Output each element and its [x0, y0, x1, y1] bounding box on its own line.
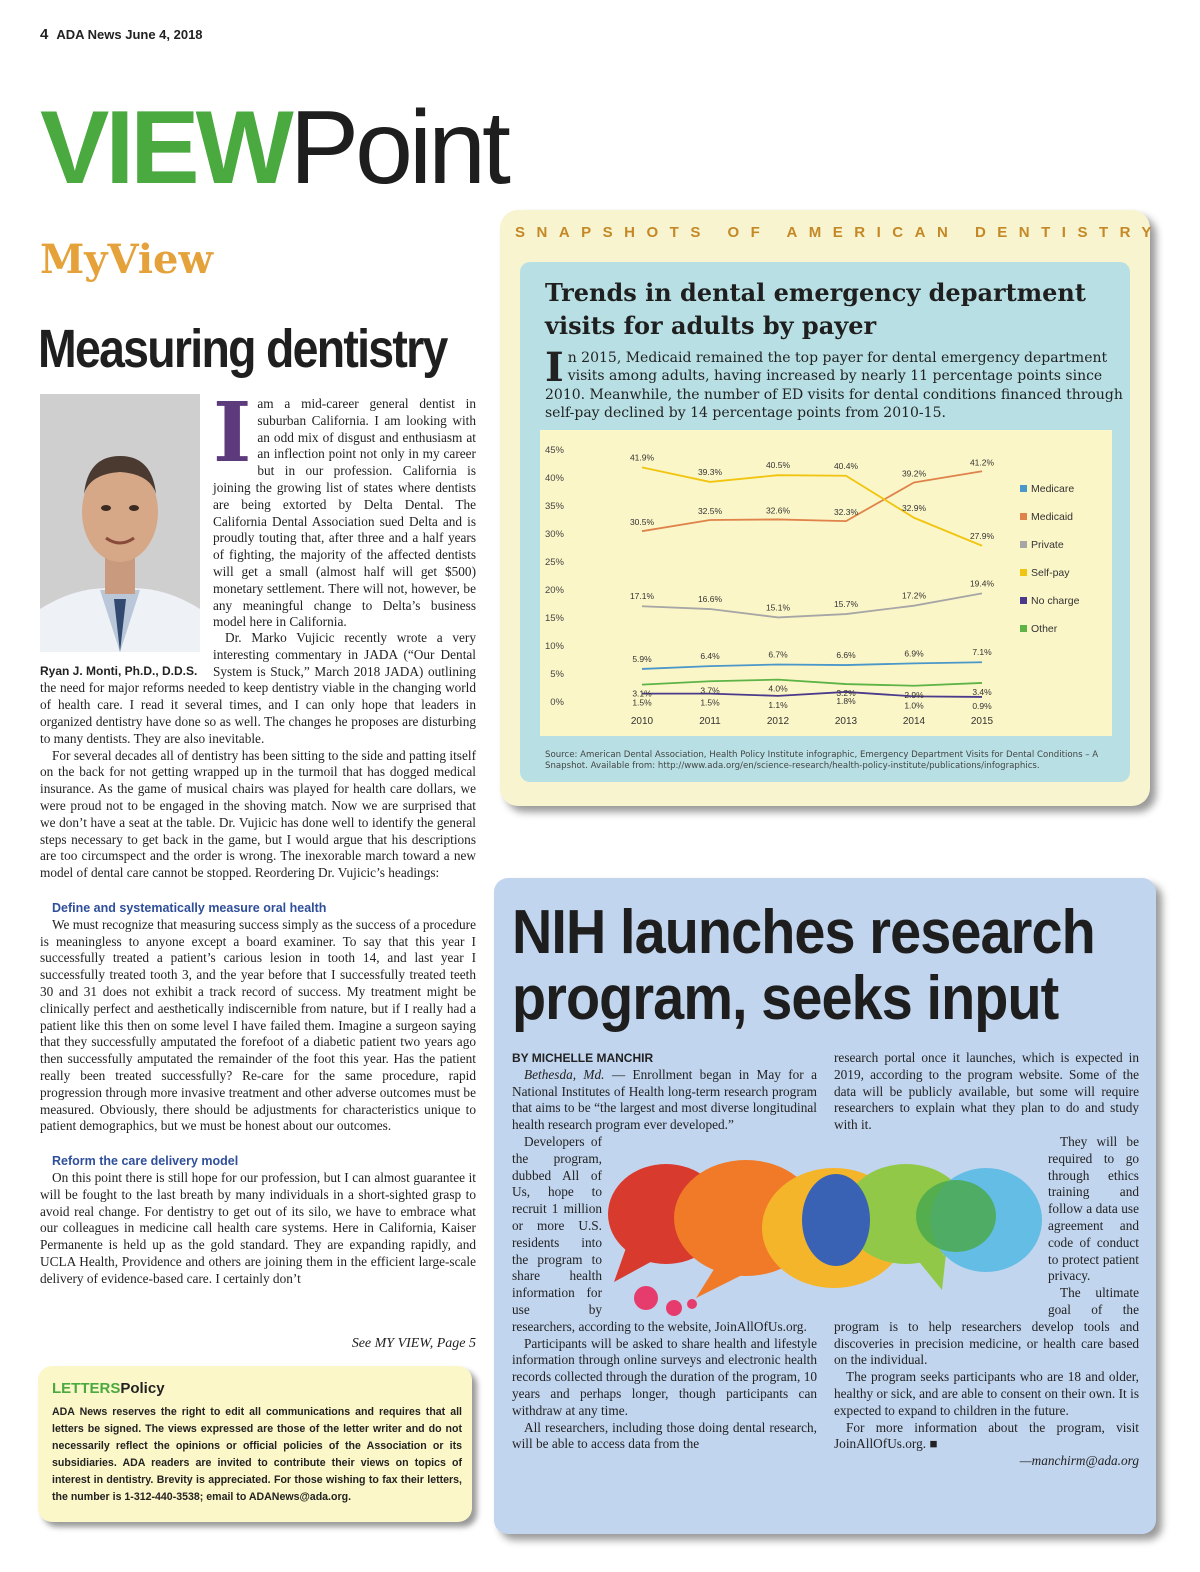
data-label: 6.4% [700, 651, 720, 662]
publication-date: ADA News June 4, 2018 [56, 27, 203, 42]
column-intro [213, 385, 476, 631]
data-label: 32.9% [901, 502, 927, 513]
x-tick-label: 2012 [766, 716, 790, 727]
column-paragraph-3: For several decades all of dentistry has been sitting to the side and patting itself on the back for not getting wrapped up in the turmoil that has dogged medical insurance. As the game of musical chairs was played for health care dollars, we were proud not to be engaged in the shoving match. Now we are surprised that we don’t have a seat at the table. Dr. Vujicic has done well to identify the general steps necessary to get back in the game, but I would argue that his descriptions are too circumspect and the order is wrong. The inexorable march toward a new model of dental care cannot be stopped. Reordering Dr. Vujicic’s headings: [40, 747, 476, 881]
nih-headline-line2: program, seeks input [512, 964, 1059, 1033]
chart-source: Source: American Dental Association, Health Policy Institute infographic, Emergency Department Visits for Dental Conditions – A Snapshot. Available from: http://www.ada.org/en/science-research/health-policy-institute/publications/infographics. [545, 750, 1099, 771]
legend-label: Private [1031, 539, 1064, 551]
legend-label: Other [1031, 623, 1058, 635]
x-tick-label: 2013 [834, 716, 858, 727]
y-tick-label: 25% [544, 557, 564, 568]
column-paragraph-1: am a mid-career general dentist in suburban California. I am looking with an odd mix of disgust and enthusiasm at an inflection point not only in my career but in our profession. California is joining the growing list of states where dentists are being extorted by Delta Dental. The California Dental Association sued Delta and is proudly touting that, after three and a half years of fighting, the majority of the affected dentists will get a small (almost half will get $500) monetary settlement. There will not, however, be any meaningful change to Delta’s business model here in California. [213, 396, 476, 630]
intro-text: n 2015, Medicaid remained the top payer for dental emergency department visits among adults, having increased by nearly 11 percentage points since 2010. Meanwhile, the number of ED visits for dental conditions financed through self-pay declined by 14 percentage points from 2010-15. [545, 350, 1123, 421]
data-label: 32.6% [765, 505, 791, 516]
letters-policy-text: ADA News reserves the right to edit all communications and requires that all letters be signed. The views expressed are those of the letter writer and do not necessarily reflect the opinions or official policies of the Association or its subsidiaries. ADA readers are invited to contribute their views on topics of interest in dentistry. Brevity is appreciated. For those wishing to fax their letters, the number is 1-312-440-3538; email to ADANews@ada.org. [52, 1406, 462, 1503]
data-label: 16.6% [697, 594, 723, 605]
data-label: 30.5% [629, 517, 655, 528]
y-tick-label: 35% [544, 501, 564, 512]
y-tick-label: 0% [550, 697, 564, 708]
legend-swatch [1020, 597, 1027, 604]
data-label: 6.9% [904, 648, 924, 659]
nih-paragraph-1 [512, 1067, 817, 1134]
letters-title-b: Policy [120, 1380, 165, 1397]
y-tick-label: 30% [544, 529, 564, 540]
data-label: 6.7% [768, 649, 788, 660]
legend-label: No charge [1031, 595, 1080, 607]
data-label: 3.7% [700, 685, 720, 696]
data-label: 41.9% [629, 452, 655, 463]
data-label: 27.9% [969, 530, 995, 541]
article-headline: Measuring dentistry [38, 319, 447, 379]
legend-swatch [1020, 485, 1027, 492]
legend-label: Medicare [1031, 483, 1075, 495]
data-label: 41.2% [969, 457, 995, 468]
y-tick-label: 5% [550, 669, 564, 680]
data-label: 4.0% [768, 683, 788, 694]
data-label: 7.1% [972, 647, 992, 658]
data-label: 1.5% [700, 697, 720, 708]
data-label: 32.3% [833, 507, 859, 518]
y-tick-label: 40% [544, 473, 564, 484]
data-label: 1.5% [632, 697, 652, 708]
data-label: 17.1% [629, 591, 655, 602]
nih-headline [512, 898, 1095, 1033]
x-tick-label: 2010 [630, 716, 654, 727]
data-label: 32.5% [697, 506, 723, 516]
nih-paragraph-4: All researchers, including those doing dental research, will be able to access data from the [512, 1419, 817, 1452]
data-label: 19.4% [969, 578, 995, 589]
nih-paragraph-7: The ultimate goal of the program is to help researchers develop tools and discoveries in precision medicine, or health care based on the individual. [834, 1285, 1139, 1368]
series-line-other [642, 680, 982, 686]
series-line-no-charge [642, 692, 982, 697]
legend-label: Medicaid [1031, 511, 1074, 523]
data-label: 2.9% [904, 689, 924, 700]
data-label: 5.9% [632, 653, 652, 664]
data-label: 40.5% [765, 460, 791, 471]
x-tick-label: 2015 [970, 716, 994, 727]
data-label: 3.2% [836, 688, 856, 699]
page-number: 4 [40, 26, 49, 43]
speech-bubbles-illustration [606, 1158, 1046, 1318]
nih-paragraph-2: Developers of the program, dubbed All of Us, hope to recruit 1 million or more U.S. residents into the program to share health information for use by researchers, according to the website, JoinAllOfUs.org. [512, 1133, 807, 1334]
data-label: 3.1% [632, 688, 652, 699]
nih-signature: —manchirm@ada.org [1019, 1453, 1139, 1469]
legend-swatch [1020, 513, 1027, 520]
subhead-reform: Reform the care delivery model [52, 1154, 239, 1169]
data-label: 15.7% [833, 599, 859, 610]
y-tick-label: 10% [544, 641, 564, 652]
intro-initial: I [545, 344, 564, 391]
nih-paragraph-1-text: — Enrollment began in May for a National Institutes of Health long-term research program that aims to be “the largest and most diverse longitudinal health research program ever developed.” [512, 1066, 817, 1133]
x-tick-label: 2014 [902, 716, 926, 727]
continued-link[interactable]: See MY VIEW, Page 5 [351, 1336, 476, 1351]
chart-title: Trends in dental emergency department visits for adults by payer [545, 278, 1086, 340]
legend-label: Self-pay [1031, 567, 1070, 579]
line-chart-svg [540, 430, 1112, 736]
data-label: 39.3% [697, 466, 723, 477]
series-line-medicaid [642, 471, 982, 531]
legend-swatch [1020, 569, 1027, 576]
photo-caption: Ryan J. Monti, Ph.D., D.D.S. [40, 664, 198, 678]
letters-policy-box [38, 1366, 472, 1522]
data-label: 39.2% [901, 468, 927, 479]
nih-paragraph-8: The program seeks participants who are 18 and older, healthy or sick, and are able to consent on their own. It is expected to expand to children in the future. [834, 1369, 1139, 1418]
y-tick-label: 45% [544, 445, 564, 456]
data-label: 17.2% [901, 590, 927, 601]
drop-cap: I [213, 385, 252, 481]
nih-paragraph-9: For more information about the program, visit JoinAllOfUs.org. ■ [834, 1419, 1139, 1452]
chart-intro [545, 344, 1125, 422]
page-header [40, 26, 203, 43]
data-label: 6.6% [836, 650, 856, 661]
data-label: 1.1% [768, 699, 788, 710]
y-tick-label: 20% [544, 585, 564, 596]
legend-swatch [1020, 541, 1027, 548]
data-label: 1.0% [904, 700, 924, 711]
line-chart [540, 430, 1112, 736]
data-label: 15.1% [765, 602, 791, 613]
column-paragraph-4: We must recognize that measuring success simply as the success of a procedure is meaningless to anyone except a board examiner. To say that this year I successfully treated a patient’s carious lesion in tooth 14, and last year I successfully treated tooth 3, and the year before that I successfully treated teeth 30 and 31 does not exhibit a track record of success. My treatment might be clinically perfect and aesthetically indiscernible from nature, but if I really had a patient like this then on some level I have failed them. Imagine a surgeon saying that they successfully amputated the forefoot of a diabetic patient two years ago then successfully amputated the remainder of the foot this year. Has the patient really been treated successfully? Re-care for the same procedure, rapid progression through more invasive treatment and other adverse outcomes must be measured. Obviously, there should be adjustments for characteristics unique to patient demographics, but we must be honest about our outcomes. [40, 916, 476, 1134]
nih-paragraph-6: They will be required to go through ethics training and follow a data use agreement and code of conduct to protect patient privacy. [1048, 1133, 1139, 1284]
x-tick-label: 2011 [699, 716, 721, 727]
letters-title-a: LETTERS [52, 1380, 121, 1397]
nih-paragraph-5: research portal once it launches, which is expected in 2019, according to the program website. Some of the data will be publicly available, but some will require researchers to explain what they plan to do and study with it. [834, 1050, 1139, 1133]
series-line-medicare [642, 662, 982, 669]
data-label: 1.8% [836, 695, 856, 706]
letters-policy-title [52, 1380, 165, 1397]
author-photo [40, 394, 200, 652]
snapshot-banner: SNAPSHOTS OF AMERICAN DENTISTRY [515, 224, 1163, 241]
y-tick-label: 15% [544, 613, 564, 624]
nih-headline-line1: NIH launches research [512, 898, 1095, 967]
subhead-measure: Define and systematically measure oral health [52, 900, 327, 915]
section-title: MyView [40, 236, 213, 283]
nih-byline: BY MICHELLE MANCHIR [512, 1051, 654, 1065]
masthead-view: VIEW [40, 90, 290, 206]
column-paragraph-2: Dr. Marko Vujicic recently wrote a very interesting commentary in JADA (“Our Dental System is Stuck,” March 2018 JADA) outlining the need for major reforms needed to keep dentistry viable in the changing world of health care. I read it several times, and I can only hope that leaders in organized dentistry have done so as well. The changes he proposes are disturbing to many dentists. They are also inevitable. [40, 630, 476, 746]
column-paragraph-5: On this point there is still hope for our profession, but I can almost guarantee it will be fought to the last breath by many individuals in a short-sighted grasp to avoid real change. For dentistry to get out of its silo, we have to embrace what our colleagues in medicine call health care systems. Here in California, Kaiser Permanente is held up as the gold standard. They are expanding rapidly, and UCLA Health, Providence and others are joining them in the efficient large-scale delivery of evidence-based care. I certainly don’t [40, 1169, 476, 1286]
masthead-point: Point [289, 90, 507, 206]
column-body [40, 630, 476, 1287]
nih-dateline: Bethesda, Md. [524, 1066, 605, 1082]
data-label: 0.9% [972, 700, 992, 711]
data-label: 40.4% [833, 460, 859, 471]
viewpoint-masthead [40, 90, 507, 206]
legend-swatch [1020, 625, 1027, 632]
data-label: 3.4% [972, 686, 992, 697]
nih-paragraph-3: Participants will be asked to share health and lifestyle information through online surveys and electronic health records collected through the duration of the program, 10 years and perhaps longer, though participants can withdraw at any time. [512, 1335, 817, 1418]
